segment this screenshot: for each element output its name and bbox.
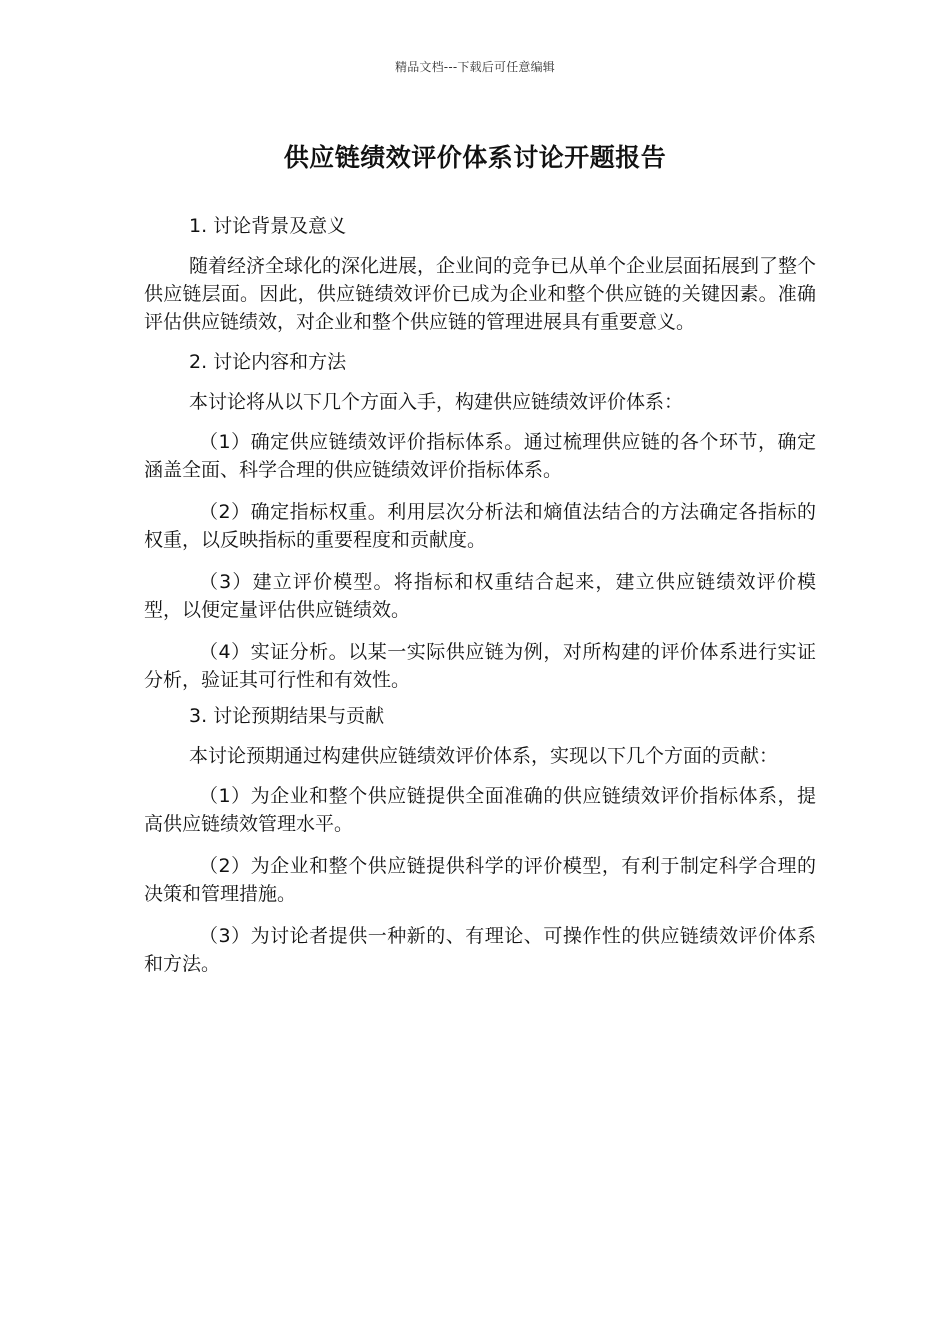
document-body (144, 212, 816, 992)
results-item-1: （1）为企业和整个供应链提供全面准确的供应链绩效评价指标体系，提高供应链绩效管理水平。 (144, 785, 816, 835)
content-item-2: （2）确定指标权重。利用层次分析法和熵值法结合的方法确定各指标的权重，以反映指标的重要程度和贡献度。 (144, 501, 816, 551)
results-item-3: （3）为讨论者提供一种新的、有理论、可操作性的供应链绩效评价体系和方法。 (144, 925, 816, 975)
content-item-1: （1）确定供应链绩效评价指标体系。通过梳理供应链的各个环节，确定涵盖全面、科学合理的供应链绩效评价指标体系。 (144, 431, 816, 481)
content-item-3: （3）建立评价模型。将指标和权重结合起来，建立供应链绩效评价模型，以便定量评估供应链绩效。 (144, 571, 816, 621)
section-heading-content-methods: 2. 讨论内容和方法 (189, 351, 347, 373)
header-note: 精品文档---下载后可任意编辑 (395, 60, 555, 74)
content-item-4: （4）实证分析。以某一实际供应链为例，对所构建的评价体系进行实证分析，验证其可行性和有效性。 (144, 641, 816, 691)
content-intro-paragraph: 本讨论将从以下几个方面入手，构建供应链绩效评价体系： (189, 391, 684, 413)
document-title: 供应链绩效评价体系讨论开题报告 (283, 143, 667, 172)
section-heading-expected-results: 3. 讨论预期结果与贡献 (189, 705, 385, 727)
results-intro-paragraph: 本讨论预期通过构建供应链绩效评价体系，实现以下几个方面的贡献： (189, 745, 779, 767)
section-heading-background: 1. 讨论背景及意义 (189, 215, 347, 237)
background-paragraph: 随着经济全球化的深化进展，企业间的竞争已从单个企业层面拓展到了整个供应链层面。因此，供应链绩效评价已成为企业和整个供应链的关键因素。准确评估供应链绩效，对企业和整个供应链的管理进展具有重要意义。 (144, 255, 817, 333)
results-item-2: （2）为企业和整个供应链提供科学的评价模型，有利于制定科学合理的决策和管理措施。 (144, 855, 816, 905)
